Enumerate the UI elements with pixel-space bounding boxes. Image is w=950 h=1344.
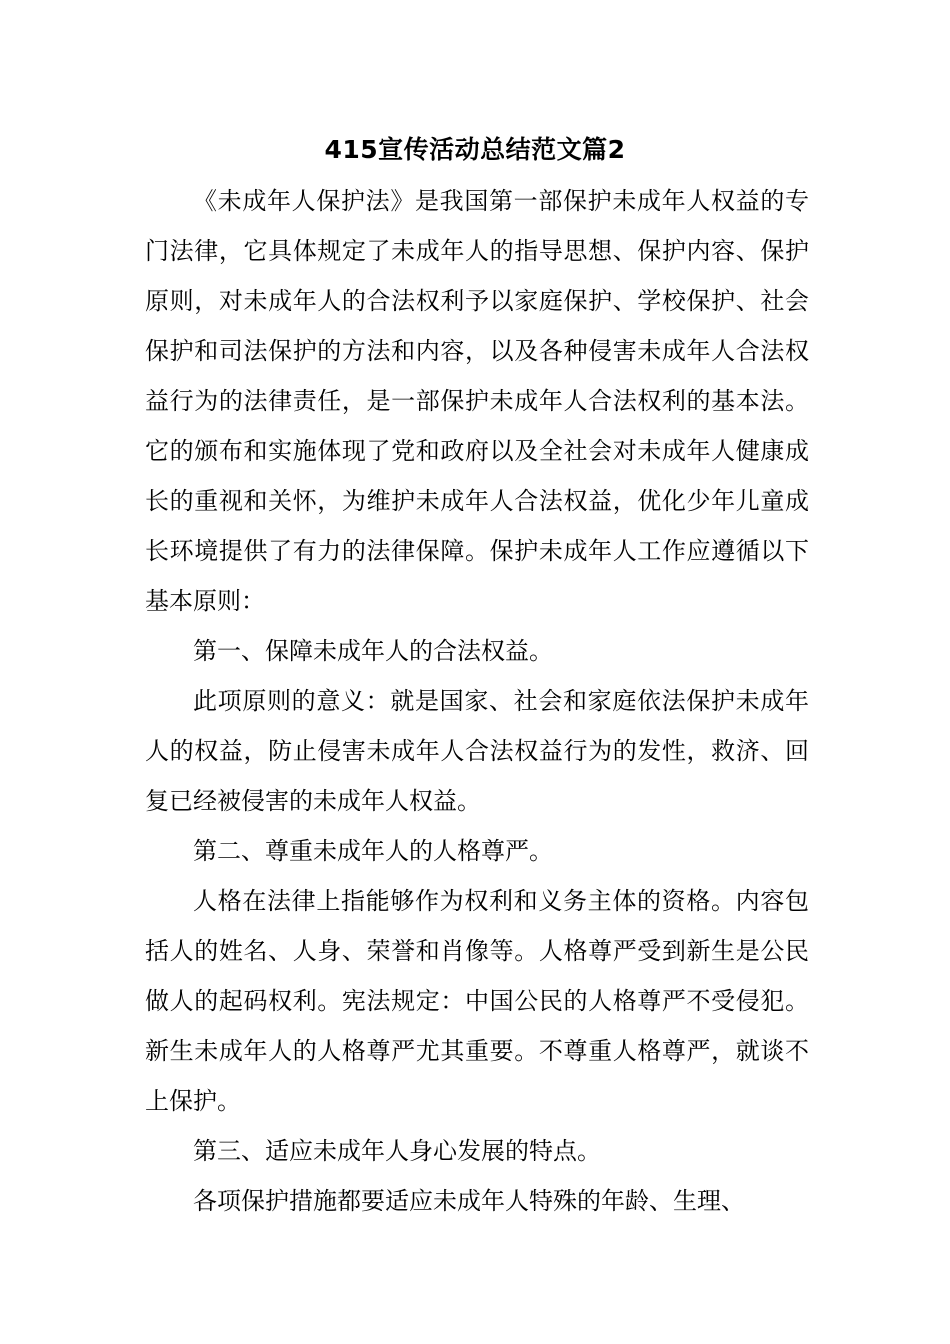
paragraph-intro: 《未成年人保护法》是我国第一部保护未成年人权益的专门法律，它具体规定了未成年人的指导思想、保护内容、保护原则，对未成年人的合法权利予以家庭保护、学校保护、社会保护和司法保护的方法和内容，以及各种侵害未成年人合法权益行为的法律责任，是一部保护未成年人合法权利的基本法。它的颁布和实施体现了党和政府以及全社会对未成年人健康成长的重视和关怀，为维护未成年人合法权益，优化少年儿童成长环境提供了有力的法律保障。保护未成年人工作应遵循以下基本原则： [145,187,809,615]
paragraph-principle-2-body: 人格在法律上指能够作为权利和义务主体的资格。内容包括人的姓名、人身、荣誉和肖像等。人格尊严受到新生是公民做人的起码权利。宪法规定：中国公民的人格尊严不受侵犯。新生未成年人的人格尊严尤其重要。不尊重人格尊严，就谈不上保护。 [145,887,809,1115]
document-title: 415宣传活动总结范文篇2 [324,135,626,164]
paragraph-principle-3-body: 各项保护措施都要适应未成年人特殊的年龄、生理、 [193,1187,745,1215]
document-body [145,176,809,1226]
paragraph-principle-2-heading: 第二、尊重未成年人的人格尊严。 [193,837,553,865]
paragraph-principle-1-body: 此项原则的意义：就是国家、社会和家庭依法保护未成年人的权益，防止侵害未成年人合法权益行为的发性，救济、回复已经被侵害的未成年人权益。 [145,687,809,815]
paragraph-principle-1-heading: 第一、保障未成年人的合法权益。 [193,637,553,665]
paragraph-principle-3-heading: 第三、适应未成年人身心发展的特点。 [193,1137,601,1165]
